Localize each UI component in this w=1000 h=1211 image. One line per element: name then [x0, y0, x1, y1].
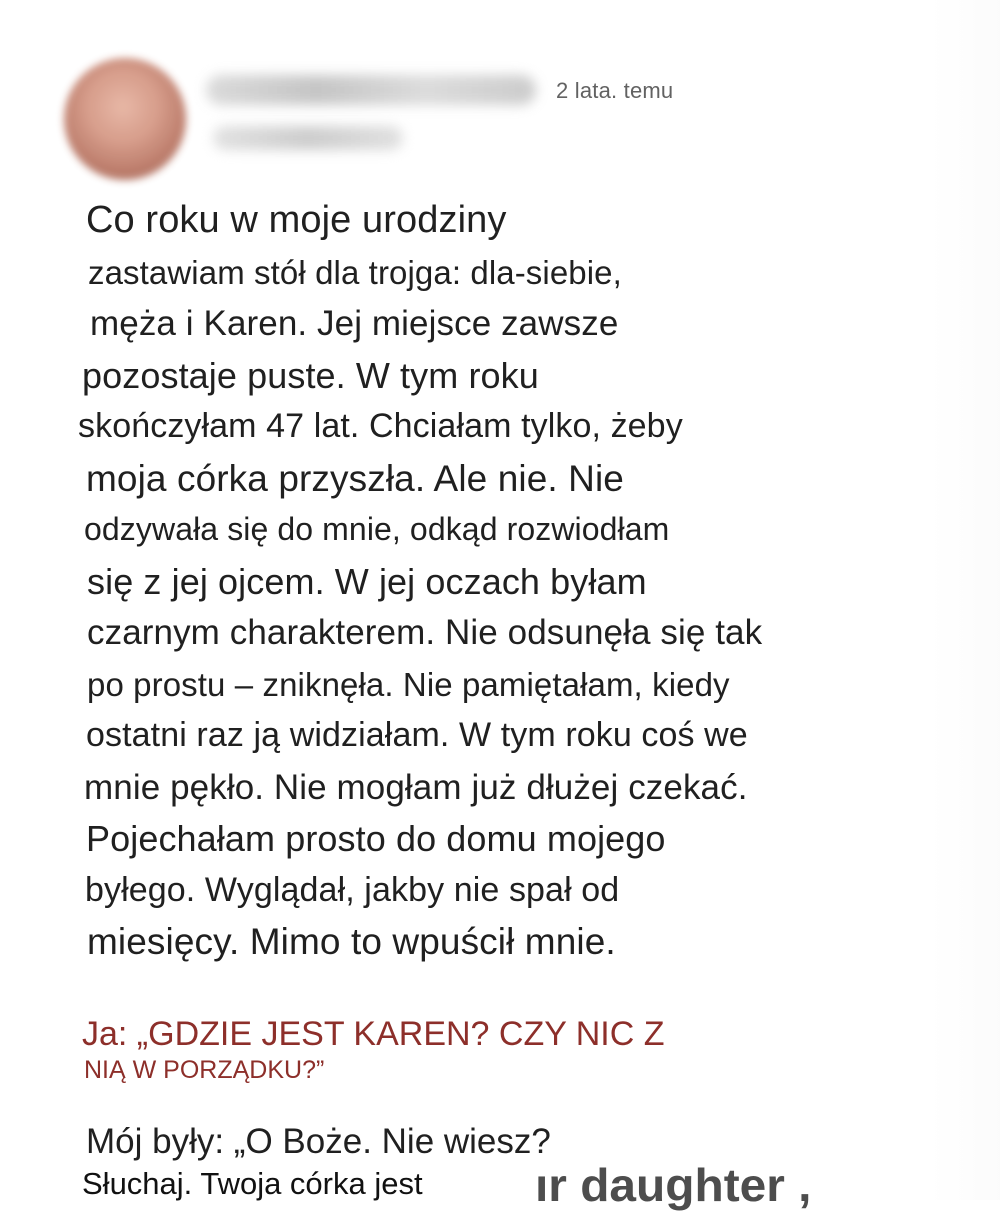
avatar [64, 58, 186, 180]
comment-header [58, 48, 958, 178]
comment-body-line: Pojechałam prosto do domu mojego [86, 818, 666, 859]
reply-line: Słuchaj. Twoja córka jest [82, 1166, 423, 1201]
red-dialog-line: NIĄ W PORZĄDKU?” [84, 1056, 325, 1084]
comment-body-line: zastawiam stół dla trojga: dla-siebie, [88, 253, 622, 291]
overlay-text: ır daughter , [535, 1159, 812, 1211]
comment-body-line: skończyłam 47 lat. Chciałam tylko, żeby [78, 407, 683, 445]
username-redacted [206, 75, 536, 105]
reply-line: Mój były: „O Boże. Nie wiesz? [86, 1122, 551, 1161]
red-dialog [82, 1013, 942, 1085]
comment-body-line: ostatni raz ją widziałam. W tym roku coś we [86, 716, 748, 754]
comment-body-line: czarnym charakterem. Nie odsunęła się tak [87, 613, 763, 652]
comment-body-line: pozostaje puste. W tym roku [82, 354, 539, 396]
comment-body-line: miesięcy. Mimo to wpuścił mnie. [87, 921, 616, 962]
subline-redacted [213, 126, 403, 150]
comment-body-line: po prostu – zniknęła. Nie pamiętałam, kiedy [87, 665, 730, 703]
comment-body-line: się z jej ojcem. W jej oczach byłam [87, 560, 647, 602]
comment-body-line: byłego. Wyglądał, jakby nie spał od [85, 870, 620, 909]
comment-body-line: Co roku w moje urodziny [86, 199, 507, 241]
comment-timestamp: 2 lata. temu [556, 78, 674, 103]
red-dialog-line: Ja: „GDZIE JEST KAREN? CZY NIC Z [82, 1015, 665, 1053]
comment-body-line: mnie pękło. Nie mogłam już dłużej czekać. [84, 767, 748, 807]
comment-body-line: odzywała się do mnie, odkąd rozwiodłam [84, 511, 670, 547]
comment-body [78, 195, 942, 968]
comment-body-line: moja córka przyszła. Ale nie. Nie [86, 457, 624, 499]
comment-body-line: męża i Karen. Jej miejsce zawsze [90, 304, 619, 343]
